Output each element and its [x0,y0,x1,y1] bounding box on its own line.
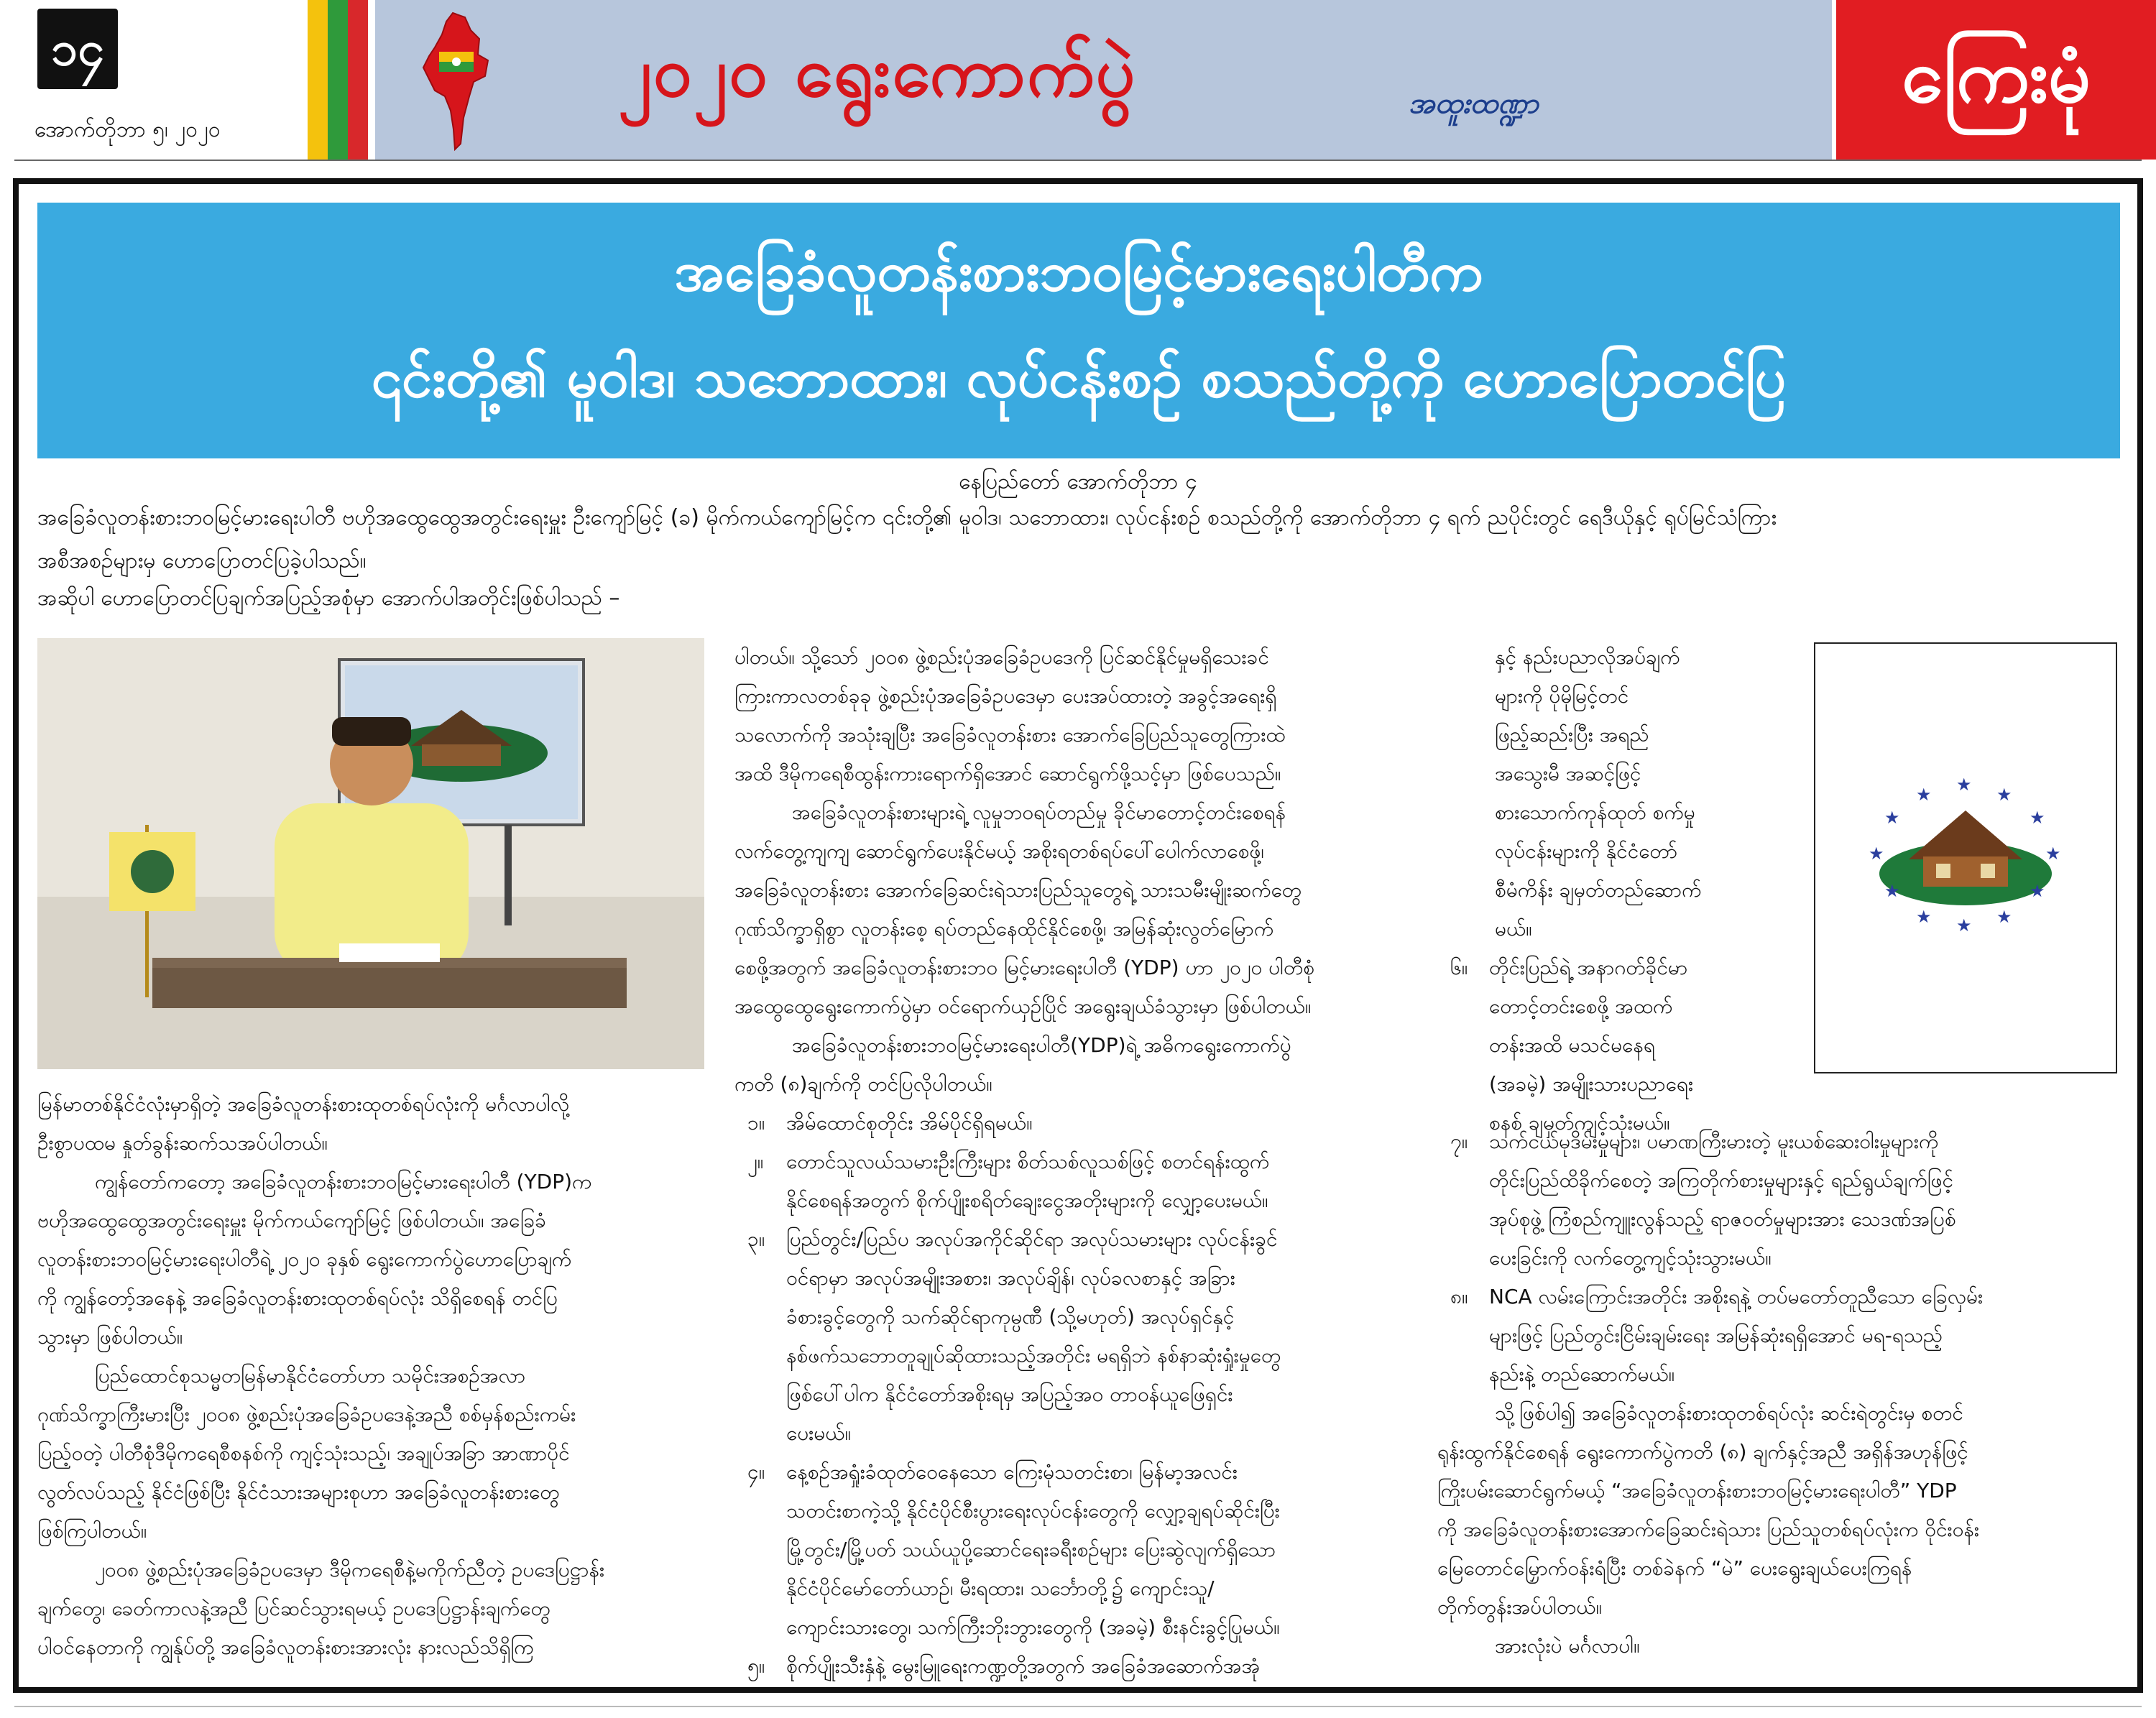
promise-item-8 [1437,1278,2120,1394]
item-line: ခံစားခွင့်တွေကို သက်ဆိုင်ရာကုမ္ပဏီ (သို့မဟုတ်) အလုပ်ရှင်နှင့် [786,1305,1235,1329]
paragraph-line: ကတိ (၈)ချက်ကို တင်ပြလိုပါတယ်။ [734,1072,992,1096]
headline-line-2: ၎င်းတို့၏ မူဝါဒ၊ သဘောထား၊ လုပ်ငန်းစဉ် စသည်တို့ကို ဟောပြောတင်ပြ [371,346,1787,410]
item-number: ၇။ [1450,1130,1468,1153]
paragraph-line: ပါဝင်နေတာကို ကျွန်ုပ်တို့ အခြေခံလူတန်းစားအားလုံး နားလည်သိရှိကြ [37,1635,534,1659]
masthead-title: ကြေးမုံ [1901,32,2091,119]
paragraph-line: လူတန်းစားဘဝမြင့်မားရေးပါတီရဲ့ ၂၀၂၀ ခုနှစ် ရွေးကောက်ပွဲဟောပြောချက် [37,1247,572,1271]
item-number: ၃။ [747,1227,765,1251]
paragraph-line: ချက်တွေ၊ ခေတ်ကာလနဲ့အညီ ပြင်ဆင်သွားရမယ့် ဥပဒေပြဋ္ဌာန်းချက်တွေ [37,1597,550,1620]
paragraph-line: များကို ပိုမိုမြင့်တင် [1495,684,1629,708]
article-column-2 [734,638,1410,1686]
svg-text:★: ★ [1996,907,2012,927]
item-line: အိမ်ထောင်စုတိုင်း အိမ်ပိုင်ရှိရမယ်။ [786,1111,1033,1135]
item-line: ပေးမယ်။ [786,1421,851,1445]
paragraph-line: ဖြည့်ဆည်းပြီး အရည် [1495,723,1649,747]
paragraph-line: ပြည်ထောင်စုသမ္မတမြန်မာနိုင်ငံတော်ဟာ သမိုင်းအစဉ်အလာ [95,1364,526,1387]
item-line: ကျောင်းသားတွေ၊ သက်ကြီးဘိုးဘွားတွေကို (အခမဲ့) စီးနင်းခွင့်ပြုမယ်။ [786,1615,1280,1639]
item-number: ၈။ [1450,1285,1468,1308]
header-rule [14,160,2142,161]
paragraph-line: ဗဟိုအထွေထွေအတွင်းရေးမှူး မိုက်ကယ်ကျော်မြင့် ဖြစ်ပါတယ်။ အခြေခံ [37,1209,547,1232]
paragraph-line: ပြည့်ဝတဲ့ ပါတီစုံဒီမိုကရေစီစနစ်ကို ကျင့်သုံးသည့်၊ အချုပ်အခြာ အာဏာပိုင် [37,1441,570,1465]
svg-text:★: ★ [1916,907,1932,927]
svg-text:★: ★ [1916,785,1932,805]
item-line: နစ်ဖက်သဘောတူချုပ်ဆိုထားသည့်အတိုင်း မရရှိဘဲ နစ်နာဆုံးရှုံးမှုတွေ [786,1344,1281,1367]
article-column-3-top [1437,638,1775,1142]
party-logo-icon [1815,644,2116,1072]
item-line: အုပ်စုဖွဲ့ ကြံစည်ကျူးလွန်သည့် ရာဇဝတ်မှုများအား သေဒဏ်အပြစ် [1489,1207,1956,1231]
paragraph-line: လွတ်လပ်သည့် နိုင်ငံဖြစ်ပြီး နိုင်ငံသားအများစုဟာ အခြေခံလူတန်းစားတွေ [37,1480,560,1504]
item-line: နေ့စဉ်အရှုံးခံထုတ်ဝေနေသော ကြေးမုံသတင်းစာ၊ မြန်မာ့အလင်း [786,1460,1238,1484]
paragraph-line: အခြေခံလူတန်းစားဘဝမြင့်မားရေးပါတီ(YDP)ရဲ့ အဓိကရွေးကောက်ပွဲ [792,1033,1291,1057]
item-number: ၆။ [1450,956,1468,979]
promise-item-5 [734,1647,1410,1686]
paragraph-line: ဖြစ်ကြပါတယ်။ [37,1519,147,1543]
speaker-photo [37,638,704,1069]
item-line: တန်းအထိ မသင်မနေရ [1489,1033,1655,1057]
item-line: ပေးခြင်းကို လက်တွေ့ကျင့်သုံးသွားမယ်။ [1489,1246,1772,1270]
banner-title: ၂၀၂၀ ရွေးကောက်ပွဲ [618,32,1137,112]
paragraph-line: အခြေခံလူတန်းစားများရဲ့ လူမှုဘဝရပ်တည်မှု ခိုင်မာတောင့်တင်းစေရန် [792,800,1286,824]
item-number: ၁။ [747,1111,765,1135]
item-line: NCA လမ်းကြောင်းအတိုင်း အစိုးရနဲ့ တပ်မတော်တူညီသော ခြေလှမ်း [1489,1285,1984,1308]
promise-item-6 [1437,948,1775,1142]
article-column-3-bottom [1437,1122,2120,1666]
paragraph-line: ကို ကျွန်တော့်အနေနဲ့ အခြေခံလူတန်းစားထုတစ်ရပ်လုံး သိရှိစေရန် တင်ပြ [37,1286,558,1310]
svg-text:★: ★ [1956,775,1972,795]
paragraph-line: သို့ဖြစ်ပါ၍ အခြေခံလူတန်းစားထုတစ်ရပ်လုံး ဆင်းရဲတွင်းမှ စတင် [1495,1401,1963,1425]
item-line: နိုင်ငံပိုင်မော်တော်ယာဉ်၊ မီးရထား၊ သင်္ဘောတို့၌ ကျောင်းသူ/ [786,1576,1215,1600]
lead-paragraph-line: အဆိုပါ ဟောပြောတင်ပြချက်အပြည့်အစုံမှာ အောက်ပါအတိုင်းဖြစ်ပါသည် – [37,586,620,611]
item-line: စိုက်ပျိုးသီးနှံနဲ့ မွေးမြူရေးကဏ္ဍတို့အတွက် အခြေခံအဆောက်အအုံ [786,1654,1261,1678]
item-number: ၅။ [747,1654,765,1678]
svg-text:★: ★ [1884,881,1900,901]
paragraph-line: စေဖို့အတွက် အခြေခံလူတန်းစားဘဝ မြင့်မားရေးပါတီ (YDP) ဟာ ၂၀၂၀ ပါတီစုံ [734,956,1314,979]
svg-text:★: ★ [2045,844,2061,864]
promise-item-2 [734,1142,1410,1220]
paragraph-line: မယ်။ [1495,917,1532,941]
svg-text:★: ★ [1884,808,1900,828]
svg-text:★: ★ [1956,915,1972,936]
svg-text:★: ★ [2030,881,2045,901]
svg-text:★: ★ [1869,844,1884,864]
item-line: စနစ် ချမှတ်ကျင့်သုံးမယ်။ [1489,1111,1670,1135]
item-line: တောင်သူလယ်သမားဦးကြီးများ စိတ်သစ်လူသစ်ဖြင့် စတင်ရန်းထွက် [786,1150,1270,1173]
party-logo-box [1814,642,2117,1073]
item-line: မြို့တွင်း/မြို့ပတ် သယ်ယူပို့ဆောင်ရေးခရီးစဉ်များ ပြေးဆွဲလျက်ရှိသော [786,1538,1276,1561]
paragraph-line: ကြားကာလတစ်ခုခု ဖွဲ့စည်းပုံအခြေခံဥပဒေမှာ ပေးအပ်ထားတဲ့ အခွင့်အရေးရှိ [734,684,1277,708]
paragraph-line: အထွေထွေရွေးကောက်ပွဲမှာ ဝင်ရောက်ယှဉ်ပြိုင် အရွေးချယ်ခံသွားမှာ ဖြစ်ပါတယ်။ [734,994,1312,1018]
promise-item-7 [1437,1122,2120,1278]
page-header [0,0,2156,167]
item-line: သတင်းစာကဲ့သို့ နိုင်ငံပိုင်စီးပွားရေးလုပ်ငန်းတွေကို လျှော့ချရပ်ဆိုင်းပြီး [786,1499,1280,1523]
paragraph-line: ကြိုးပမ်းဆောင်ရွက်မယ့် “အခြေခံလူတန်းစားဘဝမြင့်မားရေးပါတီ” YDP [1437,1479,1957,1502]
headline-box [37,203,2120,458]
item-line: တိုင်းပြည်ထိခိုက်စေတဲ့ အကြတိုက်စားမှုများနှင့် ရည်ရွယ်ချက်ဖြင့် [1489,1168,1953,1192]
paragraph-line: ကျွန်တော်ကတော့ အခြေခံလူတန်းစားဘဝမြင့်မားရေးပါတီ (YDP)က [95,1170,592,1193]
issue-date: အောက်တိုဘာ ၅၊ ၂၀၂၀ [34,117,221,142]
headline-line-1: အခြေခံလူတန်းစားဘဝမြင့်မားရေးပါတီက [674,239,1483,303]
paragraph-line: ကို အခြေခံလူတန်းစားအောက်ခြေဆင်းရဲသား ပြည်သူတစ်ရပ်လုံးက ဝိုင်းဝန်း [1437,1518,1979,1541]
item-number: ၂။ [747,1150,764,1173]
paragraph-line: ပါတယ်။ သို့သော် ၂၀၀၈ ဖွဲ့စည်းပုံအခြေခံဥပဒေကို ပြင်ဆင်နိုင်မှုမရှိသေးခင် [734,645,1269,669]
myanmar-map-icon [413,10,499,152]
paragraph-line: အခြေခံလူတန်းစား အောက်ခြေဆင်းရဲသားပြည်သူတွေရဲ့ သားသမီးမျိုးဆက်တွေ [734,878,1302,902]
paragraph-line: စားသောက်ကုန်ထုတ် စက်မှု [1495,800,1695,824]
svg-text:★: ★ [2030,808,2045,828]
item-line: များဖြင့် ပြည်တွင်းငြိမ်းချမ်းရေး အမြန်ဆုံးရရှိအောင် မရ-ရသည့် [1489,1324,1943,1347]
paragraph-line: အားလုံးပဲ မင်္ဂလာပါ။ [1495,1634,1640,1658]
item-line: တိုင်းပြည်ရဲ့ အနာဂတ်ခိုင်မာ [1489,956,1688,979]
lead-paragraph-line: အစီအစဉ်များမှ ဟောပြောတင်ပြခဲ့ပါသည်။ [37,548,367,573]
paragraph-line: နှင့် နည်းပညာလိုအပ်ချက် [1495,645,1680,669]
dateline: နေပြည်တော် အောက်တိုဘာ ၄ [959,469,1197,494]
lead-paragraph-line: အခြေခံလူတန်းစားဘဝမြင့်မားရေးပါတီ ဗဟိုအထွေထွေအတွင်းရေးမှူး ဦးကျော်မြင့် (ခ) မိုက်ကယ်ကျော်မြင့်က ၎င်းတို့၏ မူဝါဒ၊ သဘောထား၊ လုပ်ငန်းစဉ် စသည်တို့ကို အောက်တိုဘာ ၄ ရက် ညပိုင်းတွင် ရေဒီယိုနှင့် ရုပ်မြင်သံကြား [37,505,1777,530]
svg-text:★: ★ [1996,785,2012,805]
promise-item-4 [734,1453,1410,1647]
page-number: ၁၄ [37,9,118,89]
promise-item-1 [734,1104,1410,1142]
paragraph-line: လက်တွေ့ကျကျ ဆောင်ရွက်ပေးနိုင်မယ့် အစိုးရတစ်ရပ်ပေါ်ပေါက်လာစေဖို့၊ [734,839,1264,863]
item-line: ဖြစ်ပေါ်ပါက နိုင်ငံတော်အစိုးရမှ အပြည့်အဝ တာဝန်ယူဖြေရှင်း [786,1382,1233,1406]
article-column-1 [37,1085,704,1667]
paragraph-line: ဂုဏ်သိက္ခာကြီးမားပြီး ၂၀၀၈ ဖွဲ့စည်းပုံအခြေခံဥပဒေနဲ့အညီ စစ်မှန်စည်းကမ်း [37,1403,576,1426]
paragraph-line: အထိ ဒီမိုကရေစီထွန်းကားရောက်ရှိအောင် ဆောင်ရွက်ဖို့သင့်မှာ ဖြစ်ပေသည်။ [734,762,1281,785]
item-line: ပြည်တွင်း/ပြည်ပ အလုပ်အကိုင်ဆိုင်ရာ အလုပ်သမားများ လုပ်ငန်းခွင် [786,1227,1278,1251]
item-line: သက်ငယ်မုဒိမ်းမှုများ၊ ပမာဏကြီးမားတဲ့ မူးယစ်ဆေးဝါးမှုများကို [1489,1130,1939,1153]
paragraph-line: စီမံကိန်း ချမှတ်တည်ဆောက် [1495,878,1702,902]
paragraph-line: သွားမှာ ဖြစ်ပါတယ်။ [37,1325,183,1349]
paragraph-line: လုပ်ငန်းများကို နိုင်ငံတော် [1495,839,1678,863]
masthead-logo [1836,0,2156,160]
paragraph-line: မြန်မာတစ်နိုင်ငံလုံးမှာရှိတဲ့ အခြေခံလူတန်းစားထုတစ်ရပ်လုံးကို မင်္ဂလာပါလို့ [37,1092,570,1116]
item-number: ၄။ [747,1460,765,1484]
paragraph-line: တိုက်တွန်းအပ်ပါတယ်။ [1437,1595,1602,1619]
paragraph-line: ၂၀၀၈ ဖွဲ့စည်းပုံအခြေခံဥပဒေမှာ ဒီမိုကရေစီနဲ့မကိုက်ညီတဲ့ ဥပဒေပြဋ္ဌာန်း [95,1558,605,1581]
paragraph-line: မြေတောင်မြှောက်ဝန်းရံပြီး တစ်ခဲနက် “မဲ” ပေးရွေးချယ်ပေးကြရန် [1437,1556,1912,1580]
paragraph-line: သလောက်ကို အသုံးချပြီး အခြေခံလူတန်းစား အောက်ခြေပြည်သူတွေကြားထဲ [734,723,1286,747]
item-line: ဝင်ရာမှာ အလုပ်အမျိုးအစား၊ အလုပ်ချိန်၊ လုပ်ခလစာနှင့် အခြား [786,1266,1235,1290]
paragraph-line: ဂုဏ်သိက္ခာရှိစွာ လူတန်းစေ့ ရပ်တည်နေထိုင်နိုင်စေဖို့၊ အမြန်ဆုံးလွတ်မြောက် [734,917,1274,941]
banner-subtitle: အထူးထဏ္ဍာ [1409,87,1539,120]
national-flag-strip [308,0,368,160]
item-line: နိုင်စေရန်အတွက် စိုက်ပျိုးစရိတ်ချေးငွေအတိုးများကို လျှော့ပေးမယ်။ [786,1188,1268,1212]
paragraph-line: ရုန်းထွက်နိုင်စေရန် ရွေးကောက်ပွဲကတိ (၈) ချက်နှင့်အညီ အရှိန်အဟုန်ဖြင့် [1437,1440,1968,1464]
paragraph-line: အသွေးမီ အဆင့်ဖြင့် [1495,762,1641,785]
bottom-rule [14,1706,2142,1707]
speaker-illustration [37,638,704,1069]
item-line: (အခမဲ့) အမျိုးသားပညာရေး [1489,1072,1694,1096]
header-left-panel [14,0,305,160]
item-line: တောင့်တင်းစေဖို့ အထက် [1489,994,1673,1018]
item-line: နည်းနဲ့ တည်ဆောက်မယ်။ [1489,1362,1675,1386]
promise-item-3 [734,1220,1410,1453]
paragraph-line: ဦးစွာပထမ နှုတ်ခွန်းဆက်သအပ်ပါတယ်။ [37,1131,328,1155]
